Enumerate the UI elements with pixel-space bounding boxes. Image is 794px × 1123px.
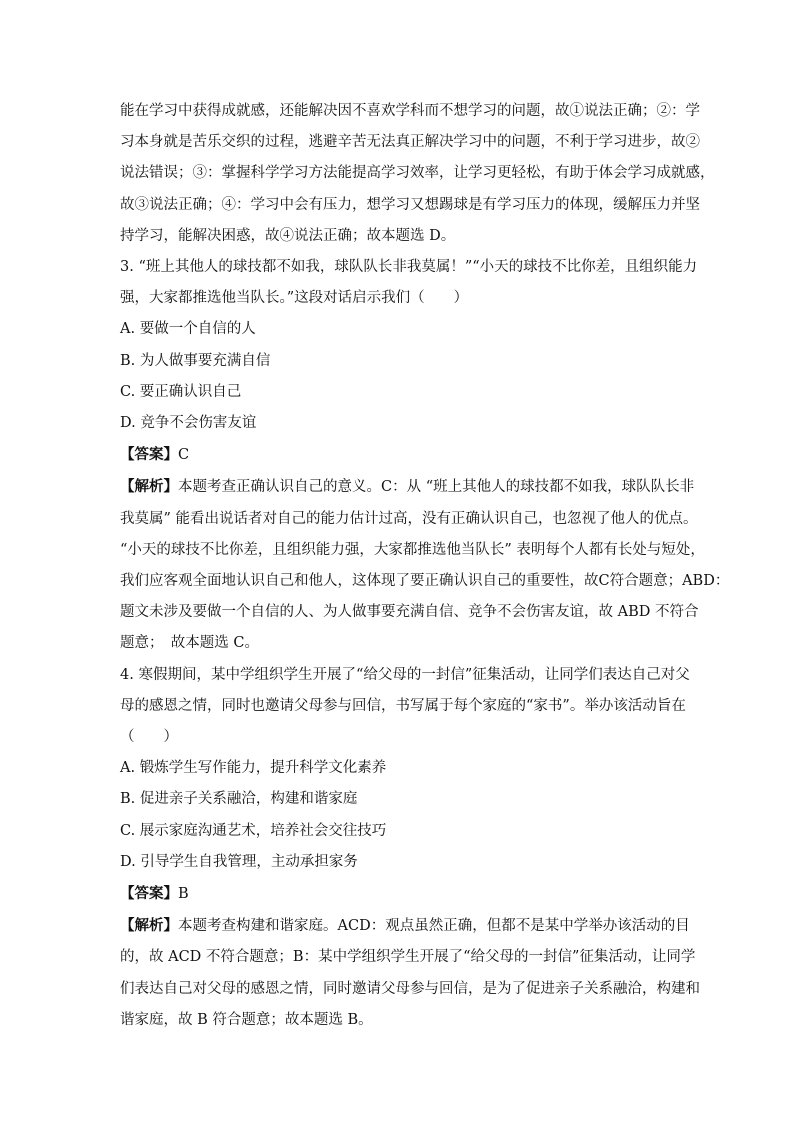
text-line: 能在学习中获得成就感，还能解决因不喜欢学科而不想学习的问题，故①说法正确；②：学 [120,103,700,119]
analysis-text: 本题考查正确认识自己的意义。C：从 “班上其他人的球技都不如我，球队队长非 [178,479,695,496]
text-line: 说法错误；③：掌握科学学习方法能提高学习效率，让学习更轻松，有助于体会学习成就感， [120,165,715,182]
option-b: B. 促进亲子关系融洽，构建和谐家庭 [120,791,358,808]
option-d: D. 竞争不会伤害友谊 [120,415,257,432]
answer-line [120,878,680,910]
question-4 [120,660,700,1036]
analysis-line: 题意； 故本题选 C。 [120,635,259,652]
analysis-line: 我莫属” 能看出说话者对自己的能力估计过高，没有正确认识自己，也忽视了他人的优点。 [120,510,698,527]
option-b: B. 为人做事要充满自信 [120,352,271,369]
analysis-label: 【解析】 [120,917,178,935]
answer-line [120,439,680,471]
question-stem-line: 母的感恩之情，同时也邀请父母参与回信，书写属于每个家庭的“家书”。举办该活动旨在 [120,697,686,714]
analysis-line: “小天的球技不比你差，且组织能力强，大家都推选他当队长” 表明每个人都有长处与短处， [120,541,705,558]
analysis-line: 们表达自己对父母的感恩之情，同时邀请父母参与回信，是为了促进亲子关系融洽，构建和 [120,980,700,997]
option-c: C. 展示家庭沟通艺术，培养社会交往技巧 [120,822,387,839]
previous-explanation [120,96,715,252]
question-3 [120,252,730,660]
analysis-line: 的，故 ACD 不符合题意；B：某中学组织学生开展了“给父母的一封信”征集活动，让同学 [120,949,696,966]
text-line: 习本身就是苦乐交织的过程，逃避辛苦无法真正解决学习中的问题，不利于学习进步，故② [120,134,700,151]
analysis-line [120,471,695,503]
option-d: D. 引导学生自我管理，主动承担家务 [120,853,358,870]
option-a: A. 要做一个自信的人 [120,321,256,338]
question-stem-line: 4. 寒假期间，某中学组织学生开展了“给父母的一封信”征集活动，让同学们表达自己对父 [120,666,690,683]
answer-label: 【答案】 [120,885,178,903]
analysis-label: 【解析】 [120,478,178,496]
answer-label: 【答案】 [120,446,178,464]
analysis-line [120,910,690,942]
text-line: 故③说法正确；④：学习中会有压力，想学习又想踢球是有学习压力的体现，缓解压力并坚 [120,196,700,213]
answer-value: C [178,447,190,464]
analysis-line: 题文未涉及要做一个自信的人、为人做事要充满自信、竞争不会伤害友谊，故 ABD 不符合 [120,604,699,621]
question-stem-line: 3. “班上其他人的球技都不如我，球队队长非我莫属！”“小天的球技不比你差，且组织能力 [120,259,698,276]
question-stem-line: （ ） [120,729,178,746]
analysis-text: 本题考查构建和谐家庭。ACD：观点虽然正确，但都不是某中学举办该活动的目 [178,918,690,935]
text-line: 持学习，能解决困惑，故④说法正确；故本题选 D。 [120,227,456,244]
analysis-line: 我们应客观全面地认识自己和他人，这体现了要正确认识自己的重要性，故C符合题意；ABD： [120,573,730,590]
page-content [120,96,730,1036]
answer-value: B [178,886,189,903]
question-stem-line: 强，大家都推选他当队长。”这段对话启示我们（ ） [120,290,469,307]
analysis-line: 谐家庭，故 B 符合题意；故本题选 B。 [120,1011,373,1028]
option-a: A. 锻炼学生写作能力，提升科学文化素养 [120,760,387,777]
option-c: C. 要正确认识自己 [120,383,242,400]
